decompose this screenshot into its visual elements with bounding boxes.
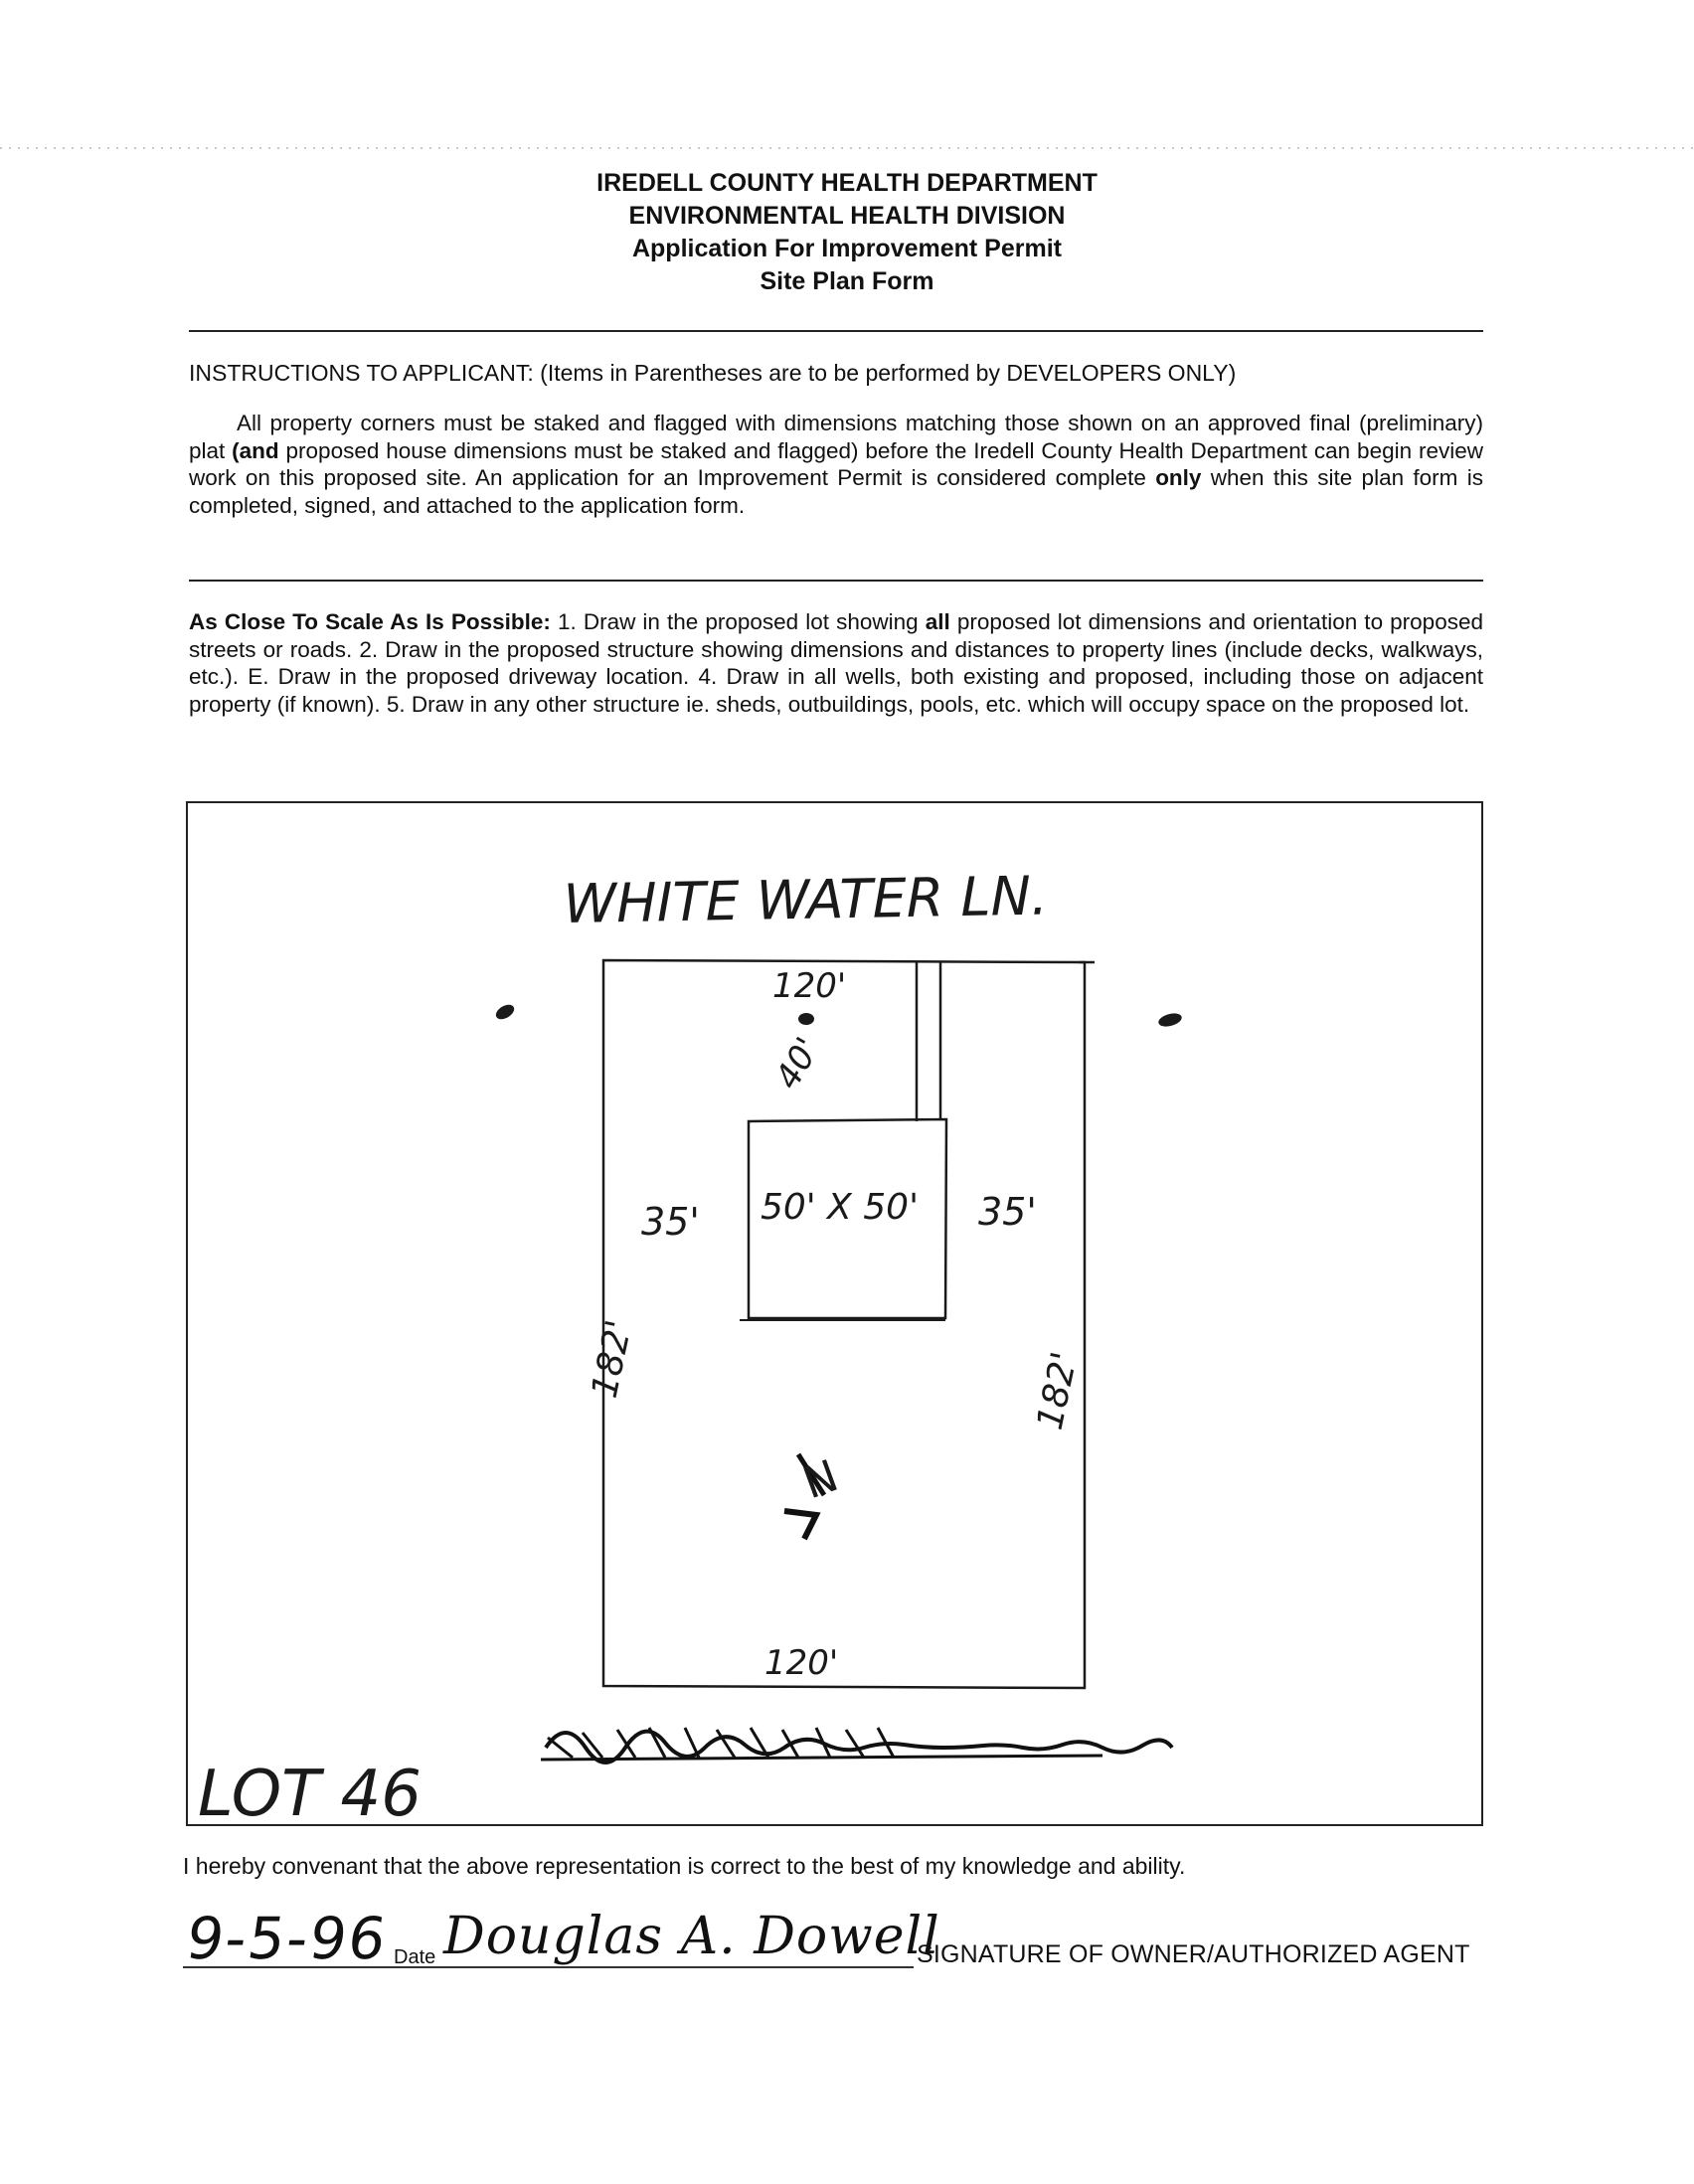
site-plan-sketch [188,803,1485,1828]
north-indicator-label: N [796,1450,845,1510]
top-dimension-label: 120' [772,966,847,1006]
form-header [0,167,1694,298]
header-divider [189,330,1483,332]
well-marker-left [493,1002,516,1022]
instructions-text-a: All property corners must be staked and flagged with dimensions matching those shown on an approved final (preliminary) plat [189,411,1483,463]
header-department: IREDELL COUNTY HEALTH DEPARTMENT [596,169,1098,197]
instructions-text-e: when this site plan form is completed, signed, and attached to the application form. [189,465,1483,518]
left-dimension-label: 182' [584,1316,641,1402]
house-dimension-label: 50' X 50' [761,1187,919,1228]
scribble-hatching [548,1728,894,1758]
instructions-text-only: only [1155,465,1202,490]
north-arrow-scribble-icon [784,1511,816,1539]
lot-number-label: LOT 46 [198,1758,422,1828]
scale-lead: As Close To Scale As Is Possible: [189,609,551,634]
scale-text-all: all [925,609,950,634]
instructions-divider [189,580,1483,582]
well-marker-center [798,1013,814,1025]
right-dimension-label: 182' [1029,1348,1087,1433]
instructions-text-c: proposed house dimensions must be staked and flagged) before the Iredell County Health Department can begin review work on this proposed site. An application for an Improvement Permit is considered complete [189,437,1483,490]
scribble-underline [541,1756,1102,1760]
street-name-label: WHITE WATER LN. [563,864,1049,935]
covenant-statement: I hereby convenant that the above representation is correct to the best of my knowledge and ability. [183,1853,1186,1879]
well-marker-right [1157,1011,1183,1029]
signature-label: SIGNATURE OF OWNER/AUTHORIZED AGENT [917,1940,1470,1968]
instructions-paragraph [189,410,1483,519]
handwritten-signature: Douglas A. Dowell [443,1907,940,1966]
scan-artifact-dots [0,147,1694,149]
signature-row [183,1889,1495,1998]
right-setback-label: 35' [978,1190,1037,1234]
lot-boundary [603,960,1085,1688]
scale-paragraph [189,608,1483,718]
handwritten-date: 9-5-96 [182,1905,393,1972]
header-form-title: Site Plan Form [760,267,934,295]
front-setback-label: 40' [767,1030,829,1096]
signature-line [183,1966,914,1968]
date-label: Date [394,1946,436,1968]
instructions-text-and: (and [232,437,279,463]
bottom-dimension-label: 120' [764,1643,839,1683]
scale-text-1: 1. Draw in the proposed lot showing [550,609,926,634]
left-setback-label: 35' [641,1200,700,1244]
instructions-heading: INSTRUCTIONS TO APPLICANT: (Items in Parentheses are to be performed by DEVELOPERS ONLY) [189,360,1237,386]
site-plan-drawing-area [186,801,1483,1826]
header-division: ENVIRONMENTAL HEALTH DIVISION [628,202,1066,230]
scale-text-3: proposed lot dimensions and orientation to proposed streets or roads. 2. Draw in the proposed structure showing dimensions and distances to property lines (include decks, walkways, etc.). E. Draw in the proposed driveway location. 4. Draw in all wells, both existing and proposed, including those on adjacent property (if known). 5. Draw in any other structure ie. sheds, outbuildings, pools, etc. which will occupy space on the proposed lot. [189,609,1483,717]
header-application-title: Application For Improvement Permit [631,235,1062,262]
